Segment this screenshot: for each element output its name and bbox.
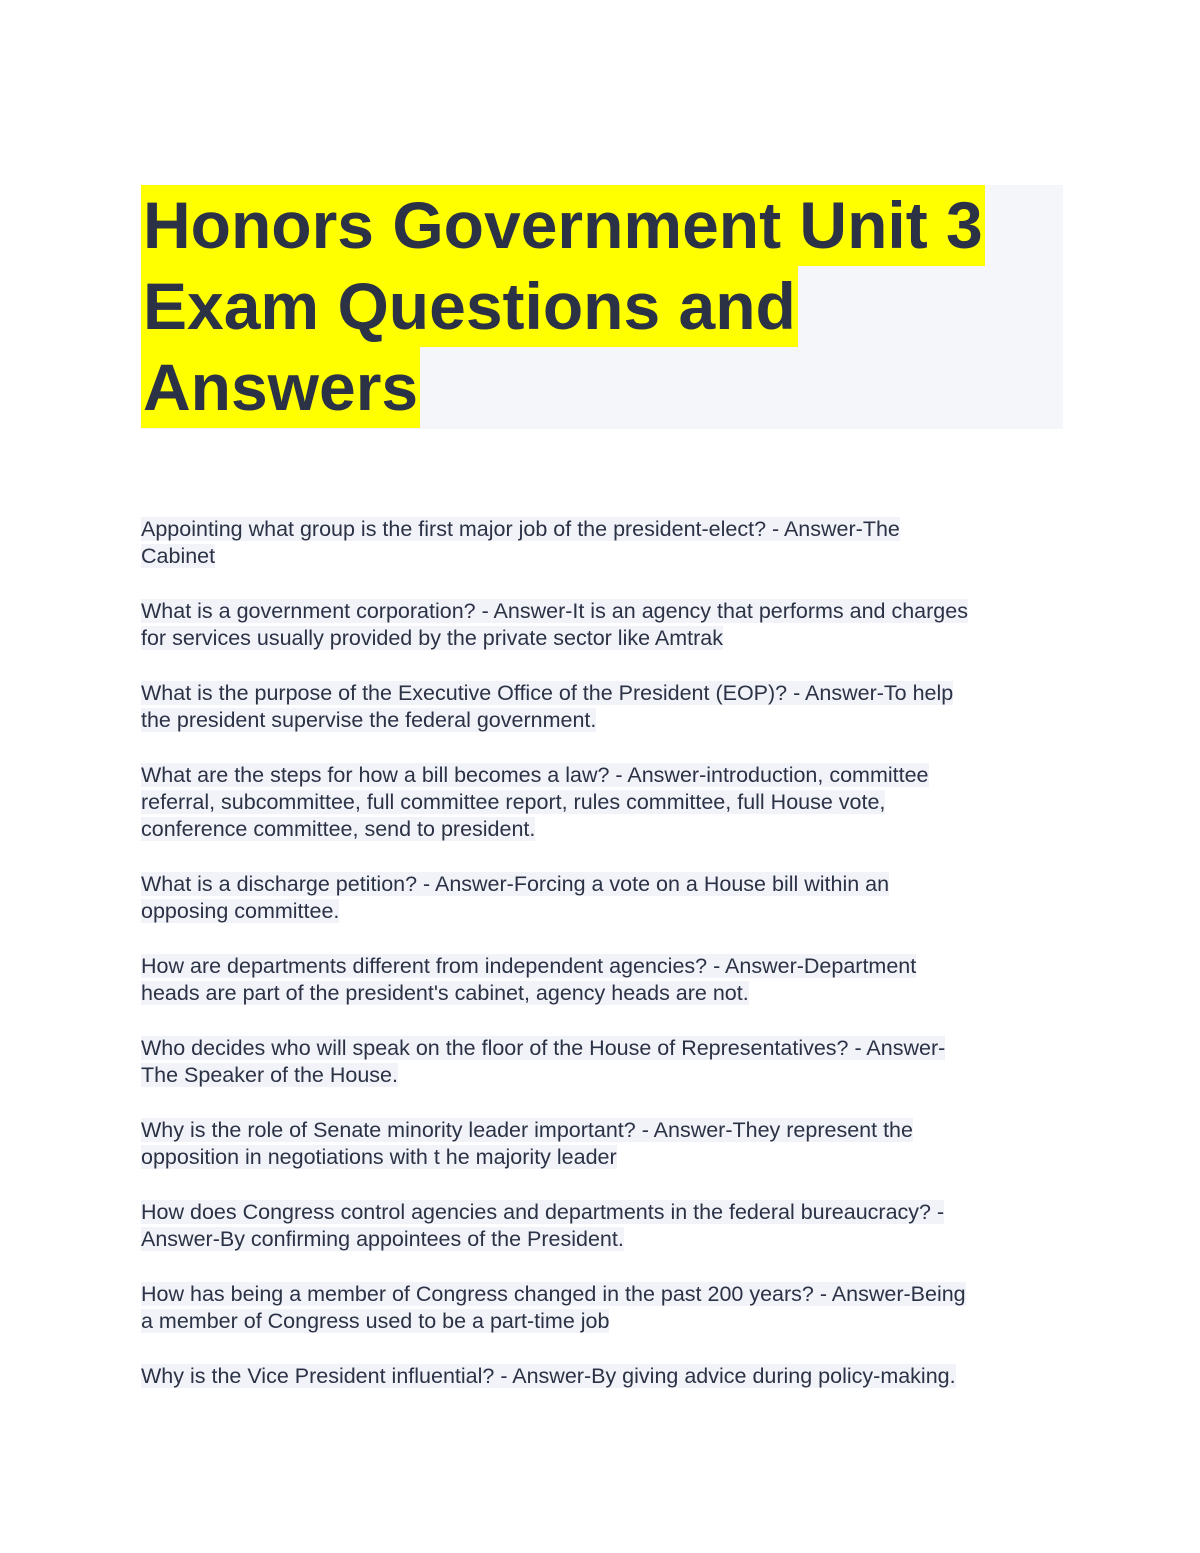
qa-line xyxy=(141,1363,1066,1390)
qa-item xyxy=(141,1117,1066,1171)
qa-line-text: heads are part of the president's cabinet, agency heads are not. xyxy=(141,981,749,1005)
qa-line xyxy=(141,1199,1066,1226)
qa-line-text: a member of Congress used to be a part-time job xyxy=(141,1309,610,1333)
qa-line-text: opposing committee. xyxy=(141,899,340,923)
qa-line xyxy=(141,516,1066,543)
qa-line xyxy=(141,980,1066,1007)
qa-item xyxy=(141,1363,1066,1390)
qa-line xyxy=(141,1281,1066,1308)
qa-line-text: referral, subcommittee, full committee report, rules committee, full House vote, xyxy=(141,790,886,814)
qa-line-text: Why is the Vice President influential? - Answer-By giving advice during policy-making. xyxy=(141,1364,956,1388)
qa-line xyxy=(141,816,1066,843)
qa-line xyxy=(141,953,1066,980)
qa-line xyxy=(141,1062,1066,1089)
qa-line xyxy=(141,1035,1066,1062)
qa-line xyxy=(141,680,1066,707)
title-line-1: Honors Government Unit 3 xyxy=(141,185,985,266)
qa-line xyxy=(141,1226,1066,1253)
qa-list xyxy=(141,516,1066,1418)
title-line-3: Answers xyxy=(141,347,420,428)
qa-line xyxy=(141,898,1066,925)
qa-line xyxy=(141,598,1066,625)
qa-item xyxy=(141,762,1066,843)
qa-line xyxy=(141,762,1066,789)
qa-item xyxy=(141,598,1066,652)
qa-line-text: Appointing what group is the first major job of the president-elect? - Answer-The xyxy=(141,517,900,541)
qa-line-text: What is a discharge petition? - Answer-Forcing a vote on a House bill within an xyxy=(141,872,890,896)
qa-line-text: How does Congress control agencies and departments in the federal bureaucracy? - xyxy=(141,1200,945,1224)
qa-item xyxy=(141,953,1066,1007)
qa-line-text: What are the steps for how a bill becomes a law? - Answer-introduction, committee xyxy=(141,763,929,787)
qa-item xyxy=(141,1281,1066,1335)
title-block xyxy=(141,185,1063,429)
qa-line-text: What is the purpose of the Executive Office of the President (EOP)? - Answer-To help xyxy=(141,681,954,705)
qa-line xyxy=(141,789,1066,816)
qa-line-text: Cabinet xyxy=(141,544,216,568)
qa-line-text: Answer-By confirming appointees of the President. xyxy=(141,1227,624,1251)
qa-line xyxy=(141,1308,1066,1335)
qa-line-text: opposition in negotiations with t he majority leader xyxy=(141,1145,617,1169)
qa-line xyxy=(141,871,1066,898)
qa-line-text: How has being a member of Congress changed in the past 200 years? - Answer-Being xyxy=(141,1282,966,1306)
qa-line xyxy=(141,1117,1066,1144)
qa-line xyxy=(141,625,1066,652)
title-line-2: Exam Questions and xyxy=(141,266,798,347)
qa-item xyxy=(141,871,1066,925)
qa-item xyxy=(141,1035,1066,1089)
qa-item xyxy=(141,516,1066,570)
qa-line-text: Who decides who will speak on the floor of the House of Representatives? - Answer- xyxy=(141,1036,946,1060)
qa-line xyxy=(141,543,1066,570)
qa-line-text: the president supervise the federal government. xyxy=(141,708,597,732)
qa-line-text: The Speaker of the House. xyxy=(141,1063,398,1087)
qa-line-text: for services usually provided by the private sector like Amtrak xyxy=(141,626,723,650)
qa-line-text: What is a government corporation? - Answer-It is an agency that performs and charges xyxy=(141,599,968,623)
qa-line xyxy=(141,1144,1066,1171)
qa-item xyxy=(141,1199,1066,1253)
qa-line-text: Why is the role of Senate minority leader important? - Answer-They represent the xyxy=(141,1118,913,1142)
qa-item xyxy=(141,680,1066,734)
qa-line xyxy=(141,707,1066,734)
qa-line-text: conference committee, send to president. xyxy=(141,817,536,841)
qa-line-text: How are departments different from independent agencies? - Answer-Department xyxy=(141,954,917,978)
